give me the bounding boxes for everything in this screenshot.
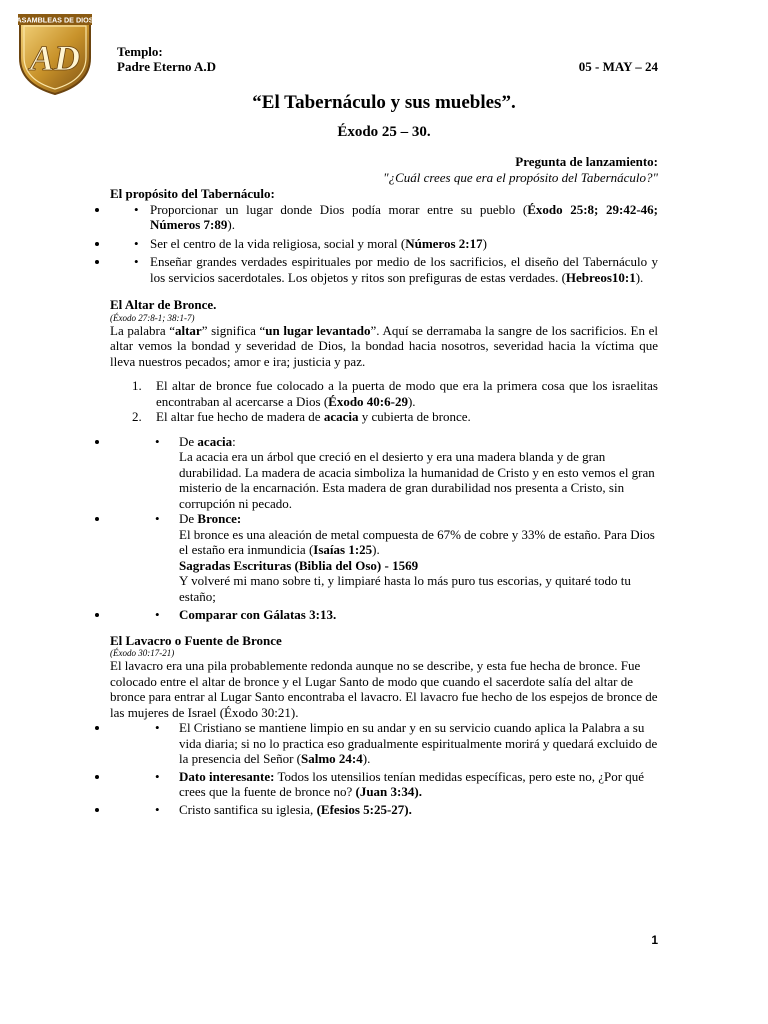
purpose-list <box>110 202 658 286</box>
logo-arc-text: ASAMBLEAS DE DIOS <box>16 15 94 25</box>
asambleas-de-dios-logo <box>14 12 96 96</box>
list-item: • • Ser el centro de la vida religiosa, social y moral (Números 2:17) <box>110 236 658 252</box>
section-heading: El Lavacro o Fuente de Bronce <box>110 632 282 648</box>
laver-list <box>110 720 658 817</box>
page-number: 1 <box>651 933 658 947</box>
altar-numbered-list <box>110 378 658 425</box>
laver-intro-paragraph: El lavacro era una pila probablemente redonda aunque no se describe, y esta fue hecha de bronce. Fue colocado entre el altar de bronce y el Lugar Santo de modo que cuando el sacerdote salía del altar de bronce para entrar al Lugar Santo encontraba el lavacro. El lavacro fue hecho de los espejos de bronce de las mujeres de Israel (Éxodo 30:21). <box>110 658 658 720</box>
document-date: 05 - MAY – 24 <box>578 59 658 74</box>
scripture-reference: (Éxodo 27:8-1; 38:1-7) <box>110 312 195 323</box>
list-item: • • Proporcionar un lugar donde Dios podía morar entre su pueblo (Éxodo 25:8; 29:42-46; Números 7:89). <box>110 202 658 233</box>
temple-name: Padre Eterno A.D <box>117 59 217 74</box>
list-item: • • Dato interesante: Todos los utensilios tenían medidas específicas, pero este no, ¿Por qué crees que la fuente de bronce no? (Juan 3:34). <box>110 769 658 800</box>
document-title: “El Tabernáculo y sus muebles”. <box>252 92 516 113</box>
materials-list <box>110 434 658 623</box>
scripture-reference: (Éxodo 30:17-21) <box>110 648 175 658</box>
list-item: • • El Cristiano se mantiene limpio en su andar y en su servicio cuando aplica la Palabra a su vida diaria; si no lo practica eso gradualmente espiritualmente morirá y quedará excluido de la presencia del Señor (Salmo 24:4). <box>110 720 658 767</box>
altar-intro-paragraph: La palabra “altar” significa “un lugar levantado”. Aquí se derramaba la sangre de los sacrificios. En el altar vemos la bondad y severidad de Dios, la bondad hacia nosotros, severidad hacia la víctima que lleva nuestros pecados; amor e ira; justicia y paz. <box>110 322 658 369</box>
section-heading: El Altar de Bronce. <box>110 297 217 312</box>
launch-question-label: Pregunta de lanzamiento: <box>515 154 658 169</box>
section-heading: El propósito del Tabernáculo: <box>110 186 275 201</box>
document-body <box>110 186 658 817</box>
list-item: 1. El altar de bronce fue colocado a la puerta de modo que era la primera cosa que los israelitas encontraban al acercarse a Dios (Éxodo 40:6-29). <box>132 378 658 409</box>
list-item: 2. El altar fue hecho de madera de acacia y cubierta de bronce. <box>132 409 471 424</box>
bible-quote: Y volveré mi mano sobre ti, y limpiaré hasta lo más puro tus escorias, y quitaré todo tu estaño; <box>179 573 631 604</box>
list-item: • • Cristo santifica su iglesia, (Efesios 5:25-27). <box>110 802 658 818</box>
list-item: • • Comparar con Gálatas 3:13. <box>110 607 658 623</box>
list-item: • • De acacia: La acacia era un árbol que creció en el desierto y era una madera blanda y de gran durabilidad. La madera de acacia simboliza la humanidad de Cristo y en esto vemos el gran misterio de la encarnación. Esta madera de gran durabilidad nos presenta a Cristo, sin corrupción ni pecado. <box>110 434 658 512</box>
logo-monogram: AD <box>29 38 81 78</box>
list-item: • • De Bronce: El bronce es una aleación de metal compuesta de 67% de cobre y 33% de estaño. Para Dios el estaño era inmundicia (Isaías 1:25). Sagradas Escrituras (Biblia del Oso) - 1569 Y volveré mi mano sobre ti, y limpiaré hasta lo más puro tus escorias, y quitaré todo tu estaño; <box>110 511 658 604</box>
launch-question: "¿Cuál crees que era el propósito del Tabernáculo?" <box>383 170 658 185</box>
temple-label: Templo: <box>117 44 163 59</box>
bible-version: Sagradas Escrituras (Biblia del Oso) - 1569 <box>179 557 419 573</box>
document-subtitle: Éxodo 25 – 30. <box>337 124 431 140</box>
list-item: • • Enseñar grandes verdades espirituales por medio de los sacrificios, el diseño del Tabernáculo y los servicios sacerdotales. Los objetos y ritos son prefiguras de estas verdades. (Hebreos10:1). <box>110 254 658 285</box>
